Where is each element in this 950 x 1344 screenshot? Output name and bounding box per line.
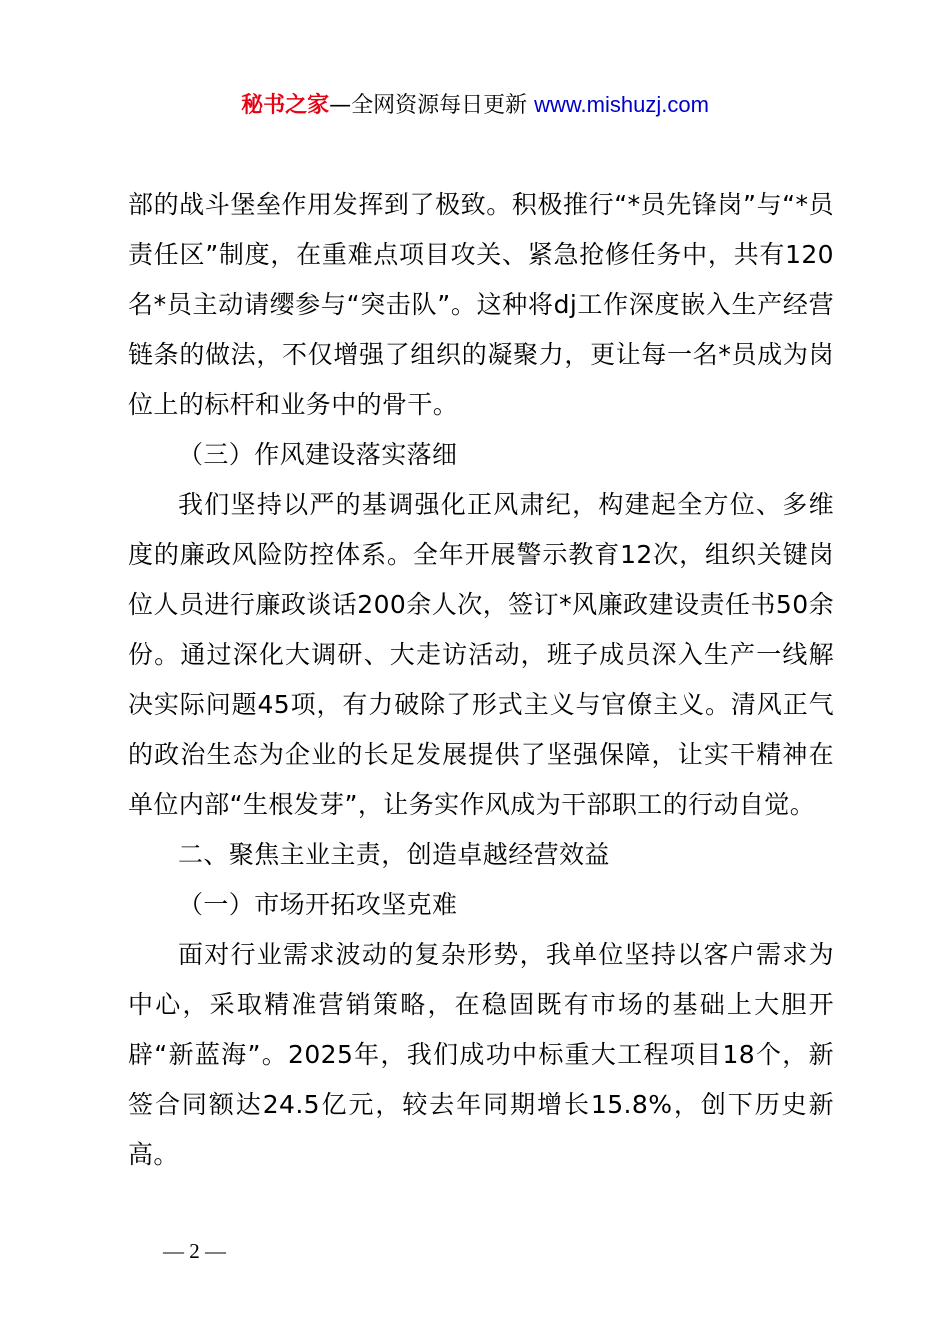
site-header — [0, 88, 950, 123]
page-number: — 2 — — [163, 1239, 226, 1263]
subheading-market: （一）市场开拓攻坚克难 — [178, 890, 458, 919]
site-tagline: —全网资源每日更新 — [329, 93, 535, 118]
site-brand: 秘书之家 — [241, 93, 330, 118]
paragraph-continuation: 部的战斗堡垒作用发挥到了极致。积极推行“*员先锋岗”与“*员责任区”制度，在重难点项目攻关、紧急抢修任务中，共有120名*员主动请缨参与“突击队”。这种将dj工作深度嵌入生产经营链条的做法，不仅增强了组织的凝聚力，更让每一名*员成为岗位上的标杆和业务中的骨干。 — [128, 190, 834, 419]
section-heading-business: 二、聚焦主业主责，创造卓越经营效益 — [178, 840, 610, 869]
site-url-link[interactable]: www.mishuzj.com — [534, 92, 709, 117]
subheading-conduct: （三）作风建设落实落细 — [178, 440, 458, 469]
paragraph-conduct: 我们坚持以严的基调强化正风肃纪，构建起全方位、多维度的廉政风险防控体系。全年开展警示教育12次，组织关键岗位人员进行廉政谈话200余人次，签订*风廉政建设责任书50余份。通过深化大调研、大走访活动，班子成员深入生产一线解决实际问题45项，有力破除了形式主义与官僚主义。清风正气的政治生态为企业的长足发展提供了坚强保障，让实干精神在单位内部“生根发芽”，让务实作风成为干部职工的行动自觉。 — [128, 490, 834, 819]
paragraph-market: 面对行业需求波动的复杂形势，我单位坚持以客户需求为中心，采取精准营销策略，在稳固既有市场的基础上大胆开辟“新蓝海”。2025年，我们成功中标重大工程项目18个，新签合同额达24.5亿元，较去年同期增长15.8%，创下历史新高。 — [128, 940, 834, 1169]
document-body — [128, 180, 834, 1180]
